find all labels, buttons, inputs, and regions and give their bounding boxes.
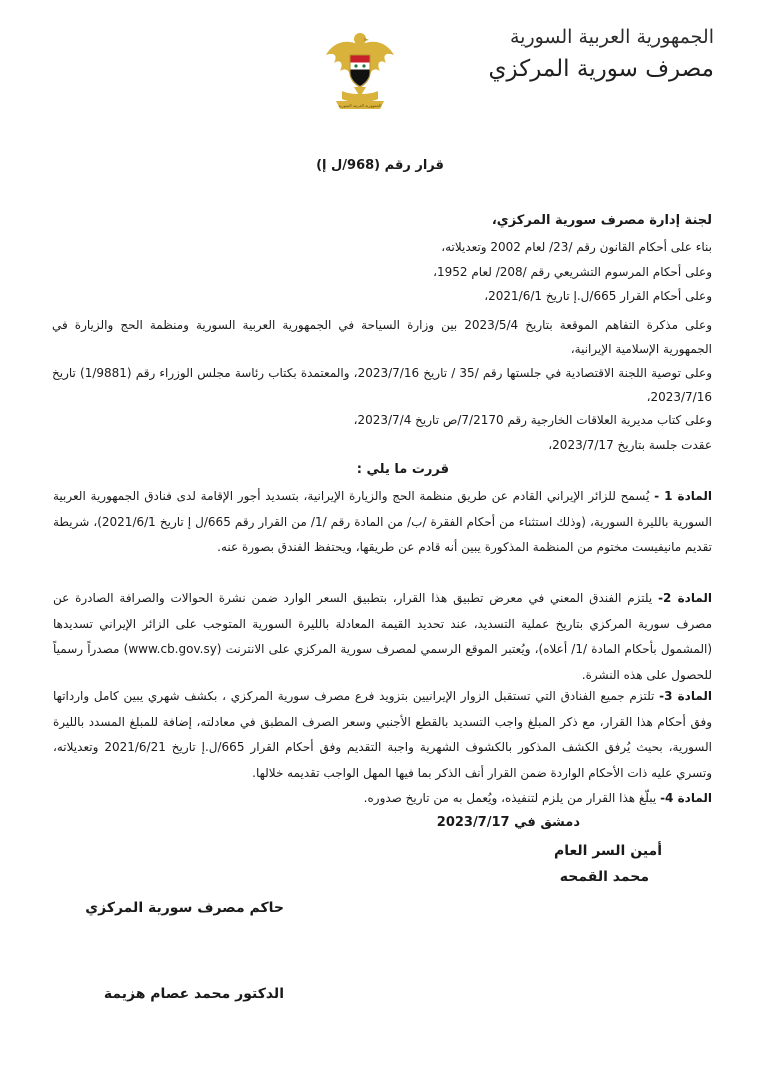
- article-1: [53, 484, 712, 561]
- decision-number: قرار رقم (968/ل إ): [316, 158, 444, 173]
- secretary-name: محمد القمحه: [559, 869, 649, 885]
- governor-title: حاكم مصرف سورية المركزي: [85, 900, 284, 916]
- article-1-text: يُسمح للزائر الإيراني القادم عن طريق منظمة الحج والزيارة الإيرانية، بتسديد أجور الإقامة لدى فنادق الجمهورية العربية السورية بالليرة السورية، (وذلك استثناء من أحكام الفقرة /ب/ من المادة رقم /1/ من القرار رقم 665/ل إ تاريخ 2021/6/1)، شريطة تقديم مانيفيست مختوم من المنظمة المذكورة يبين أنه قادم عن طريقها، ويحتفظ الفندق بصورة عنه.: [53, 489, 713, 554]
- article-2: [53, 586, 712, 688]
- article-3-label: المادة 3-: [659, 689, 712, 703]
- preamble-line-3: وعلى أحكام القرار 665/ل.إ تاريخ 2021/6/1،: [484, 289, 712, 303]
- preamble-line-6: وعلى كتاب مديرية العلاقات الخارجية رقم 7/2170/ص تاريخ 2023/7/4،: [353, 413, 712, 427]
- decided-heading: قررت ما يلي :: [356, 462, 449, 477]
- article-3-text: تلتزم جميع الفنادق التي تستقبل الزوار الإيرانيين بتزويد فرع مصرف سورية المركزي ، بكشف شهري يبين كامل وارداتها وفق أحكام هذا القرار، مع ذكر المبلغ واجب التسديد بالقطع الأجنبي وسعر الصرف المطبق في معادلته، إضافة للمبلغ المسدد بالليرة السورية، بحيث يُرفق الكشف المذكور بالكشوف الشهرية واجبة التقديم وفق أحكام القرار 665/ل.إ تاريخ 2021/6/21 وتعديلاته، وتسري عليه ذات الأحكام الواردة ضمن القرار أنف الذكر بما فيها المهل الواجب تقديمه خلالها.: [53, 689, 713, 780]
- letterhead: [488, 22, 714, 86]
- emblem-banner-text: الجمهورية العربية السورية: [338, 103, 382, 108]
- article-2-label: المادة 2-: [658, 591, 712, 605]
- governor-name: الدكتور محمد عصام هزيمة: [103, 986, 284, 1002]
- syrian-eagle-emblem-icon: [320, 25, 400, 115]
- place-date: دمشق في 2023/7/17: [436, 815, 580, 830]
- preamble-line-2: وعلى أحكام المرسوم التشريعي رقم /208/ لعام 1952،: [433, 265, 712, 279]
- preamble-line-5: وعلى توصية اللجنة الاقتصادية في جلستها رقم /35 / تاريخ 2023/7/16، والمعتمدة بكتاب رئاسة مجلس الوزراء رقم (1/9881) تاريخ 2023/7/16،: [52, 366, 712, 404]
- letterhead-bank: مصرف سورية المركزي: [488, 56, 714, 82]
- article-4-text: يبلّغ هذا القرار من يلزم لتنفيذه، ويُعمل به من تاريخ صدوره.: [363, 791, 657, 805]
- preamble-line-4: وعلى مذكرة التفاهم الموقعة بتاريخ 2023/5/4 بين وزارة السياحة في الجمهورية العربية السورية ومنظمة الحج والزيارة في الجمهورية الإسلامية الإيرانية،: [52, 318, 712, 356]
- article-1-label: المادة 1 -: [654, 489, 712, 503]
- preamble-line-1: بناء على أحكام القانون رقم /23/ لعام 2002 وتعديلاته،: [441, 240, 712, 254]
- article-3: [53, 684, 712, 786]
- article-4: [53, 786, 712, 812]
- letterhead-republic: الجمهورية العربية السورية: [509, 26, 714, 48]
- article-2-text: يلتزم الفندق المعني في معرض تطبيق هذا القرار، بتطبيق السعر الوارد ضمن نشرة الحوالات والصرافة الصادرة عن مصرف سورية المركزي بتاريخ عملية التسديد، عند تحديد القيمة المعادلة بالليرة السورية المتوجب على الزائر الإيراني تسديدها (المشمول بأحكام المادة /1/ أعلاه)، ويُعتبر الموقع الرسمي لمصرف سورية المركزي على الانترنت (www.cb.gov.sy) مصدراً رسمياً للحصول على هذه النشرة.: [53, 591, 713, 682]
- secretary-title: أمين السر العام: [553, 843, 662, 859]
- article-4-label: المادة 4-: [660, 791, 712, 805]
- committee-heading: لجنة إدارة مصرف سورية المركزي،: [491, 213, 712, 228]
- preamble-line-7: عقدت جلسة بتاريخ 2023/7/17،: [548, 438, 712, 452]
